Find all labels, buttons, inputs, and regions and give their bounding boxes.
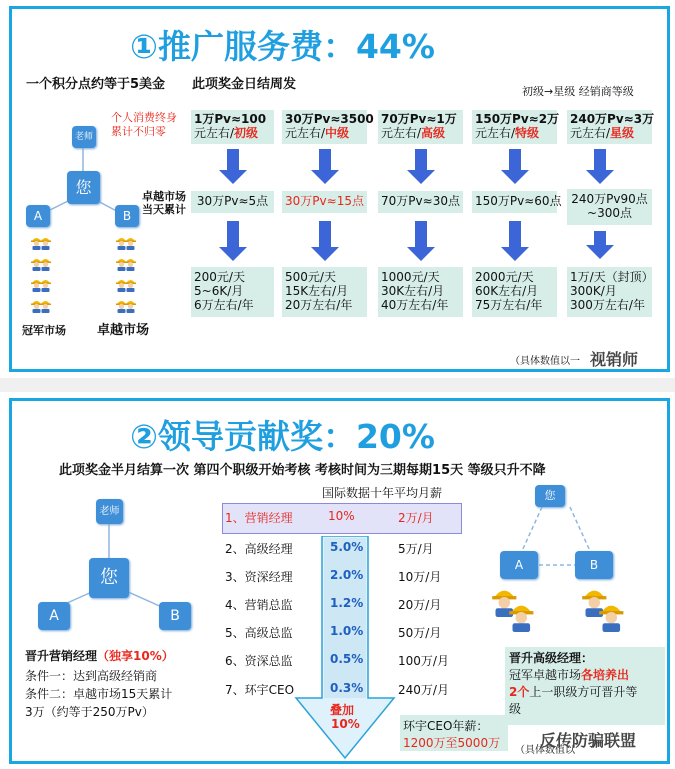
panel2-title: ②领导贡献奖：20% (130, 417, 435, 456)
income-line: 60K左右/月 (475, 284, 539, 298)
monthly-salary: 2万/月 (398, 511, 434, 525)
promo2-line2-a: 2个 (509, 685, 530, 699)
level-threshold: 150万Pv≈2万 (475, 112, 560, 126)
promo2-box (505, 647, 665, 725)
level-name: 初级 (234, 126, 259, 140)
bonus-percent: 0.5% (330, 652, 364, 666)
grade-note: 初级→星级 经销商等级 (522, 85, 634, 98)
promo2-line1-a: 冠军卓越市场 (509, 668, 582, 682)
bonus-percent: 5.0% (330, 540, 364, 554)
promo2-line2-b: 上一职级方可晋升等 (529, 685, 638, 699)
bonus-percent: 0.3% (330, 681, 364, 695)
level-name-line (475, 126, 554, 140)
level-prefix: 元左右/ (570, 126, 611, 140)
level-threshold: 240万Pv≈3万 (570, 112, 655, 126)
panel1-subtitle-right: 此项奖金日结周发 (192, 77, 297, 92)
daily-points: 150万Pv≈60点 (475, 194, 562, 208)
down-arrow-icon (406, 221, 436, 261)
promo1-title-line (25, 647, 174, 664)
tree-node-b: B (115, 205, 139, 227)
panel1-title: ①推广服务费：44% (130, 27, 435, 66)
level-prefix: 元左右/ (381, 126, 422, 140)
panel1-subtitle-left: 一个积分点约等于5美金 (26, 77, 166, 92)
level-box-top (472, 110, 560, 144)
income-line: 75万左右/年 (475, 298, 543, 312)
level-name: 星级 (610, 126, 635, 140)
ceo-note-1: 环宇CEO年薪： (403, 719, 489, 733)
tree-node-a: A (26, 205, 50, 227)
rank-label: 5、高级总监 (225, 626, 293, 640)
watermark-1: 视销师 (590, 350, 639, 369)
daily-points-a: 240万Pv90点 (571, 192, 648, 206)
down-arrow-icon (310, 221, 340, 261)
daily-points-box (191, 191, 274, 213)
promo2-line2 (505, 683, 665, 700)
bonus-percent: 1.2% (330, 596, 364, 610)
tree-node-you: 您 (67, 171, 100, 204)
promo1-highlight: （独享10%） (97, 649, 174, 663)
level-name: 中级 (325, 126, 350, 140)
down-arrow-icon (500, 221, 530, 261)
mini-tree-node-b: B (575, 551, 613, 579)
monthly-salary: 10万/月 (398, 570, 442, 584)
level-name: 高级 (421, 126, 446, 140)
level-prefix: 元左右/ (475, 126, 516, 140)
daily-points: 70万Pv≈30点 (381, 194, 460, 208)
level-prefix: 元左右/ (285, 126, 326, 140)
monthly-salary: 20万/月 (398, 598, 442, 612)
income-line: 500元/天 (285, 270, 336, 284)
monthly-salary: 50万/月 (398, 626, 442, 640)
promo1-title: 晋升营销经理 (25, 649, 98, 663)
level-name-line (194, 126, 271, 140)
arrow-label-1: 叠加 (330, 703, 355, 717)
income-box (378, 267, 463, 317)
worker-icon (39, 256, 52, 271)
income-line: 300万左右/年 (570, 298, 645, 312)
income-line: 30K左右/月 (381, 284, 445, 298)
income-line: 1000元/天 (381, 270, 440, 284)
tree2-node-teacher: 老师 (96, 499, 123, 524)
red-note-2: 累计不归零 (111, 125, 166, 138)
daily-points-box (567, 189, 652, 225)
promo1-condition-2: 条件二：卓越市场15天累计 (25, 687, 173, 701)
right-market-label: 卓越市场 (97, 323, 150, 338)
worker-icon (39, 298, 52, 313)
bonus-percent: 10% (328, 509, 355, 523)
income-line: 300K/月 (570, 284, 617, 298)
income-box (567, 267, 652, 317)
worker-icon (124, 235, 137, 250)
income-line: 2000元/天 (475, 270, 534, 284)
tree2-node-a: A (38, 602, 70, 630)
promo1-condition-3: 3万（约等于250万Pv） (25, 705, 154, 719)
level-box-top (282, 110, 374, 144)
worker-icon (597, 599, 626, 632)
down-arrow-icon (406, 149, 436, 184)
level-box-top (191, 110, 274, 144)
rank-label: 1、营销经理 (225, 511, 293, 525)
income-line: 15K左右/月 (285, 284, 349, 298)
daily-points-box (472, 191, 562, 213)
monthly-salary: 100万/月 (398, 654, 449, 668)
level-threshold: 30万Pv≈3500 (285, 112, 374, 126)
level-box-top (567, 110, 655, 144)
rank-label: 3、资深经理 (225, 570, 293, 584)
down-arrow-icon (585, 149, 615, 184)
panel2-footer-note: （具体数值以 (515, 745, 575, 756)
mini-tree-node-a: A (500, 551, 538, 579)
bonus-percent: 1.0% (330, 624, 364, 638)
ceo-note-2: 1200万至5000万 (403, 736, 501, 750)
panel-separator (0, 378, 675, 392)
worker-icon (39, 235, 52, 250)
income-line: 1万/天（封顶） (570, 270, 654, 284)
worker-icon (507, 599, 536, 632)
down-arrow-icon (500, 149, 530, 184)
ceo-note-box (400, 715, 508, 751)
daily-points: 30万Pv≈15点 (285, 194, 364, 208)
tree-node-teacher: 老师 (72, 126, 96, 148)
promo2-line1-b: 各培养出 (581, 668, 630, 682)
table-header: 国际数据十年平均月薪 (322, 486, 443, 500)
daily-points-box (378, 191, 463, 213)
level-name-line (285, 126, 364, 140)
monthly-salary: 5万/月 (398, 542, 434, 556)
tree2-node-you: 您 (89, 558, 129, 598)
income-line: 20万左右/年 (285, 298, 353, 312)
down-arrow-icon (310, 149, 340, 184)
level-name-line (570, 126, 649, 140)
income-box (282, 267, 367, 317)
level-box-top (378, 110, 463, 144)
red-note-1: 个人消费终身 (111, 111, 177, 124)
mini-tree-node-you: 您 (535, 485, 565, 507)
level-name-line (381, 126, 460, 140)
income-line: 6万左右/年 (194, 298, 254, 312)
rank-label: 6、资深总监 (225, 654, 293, 668)
promo2-title: 晋升高级经理： (509, 651, 594, 665)
daily-points-box (282, 191, 367, 213)
rank-label: 4、营销总监 (225, 598, 293, 612)
panel-promotion-fee (9, 6, 670, 372)
promo2-line3: 级 (509, 702, 522, 716)
panel1-footer-note: （具体数值以一 (510, 356, 580, 367)
worker-icon (39, 277, 52, 292)
income-line: 40万左右/年 (381, 298, 449, 312)
level-threshold: 70万Pv≈1万 (381, 112, 457, 126)
arrow-label-2: 10% (331, 717, 360, 731)
down-arrow-icon (585, 231, 615, 259)
rank-label: 7、环宇CEO (225, 683, 295, 697)
panel-leadership-award (9, 398, 670, 764)
promo1-condition-1: 条件一：达到高级经销商 (25, 669, 158, 683)
income-box (472, 267, 557, 317)
level-name: 特级 (515, 126, 540, 140)
worker-icon (124, 298, 137, 313)
income-box (191, 267, 274, 317)
promo2-line1 (505, 666, 665, 683)
level-threshold: 1万Pv≈100 (194, 112, 267, 126)
down-arrow-icon (218, 149, 248, 184)
left-market-label: 冠军市场 (22, 324, 66, 337)
watermark-2: 反传防骗联盟 (540, 731, 637, 750)
daily-points-b: ~300点 (587, 206, 632, 220)
side-label-1: 卓越市场 (142, 190, 186, 203)
rank-label: 2、高级经理 (225, 542, 293, 556)
bonus-percent: 2.0% (330, 568, 364, 582)
monthly-salary: 240万/月 (398, 683, 449, 697)
worker-icon (124, 277, 137, 292)
worker-icon (124, 256, 137, 271)
level-prefix: 元左右/ (194, 126, 235, 140)
income-line: 5~6K/月 (194, 284, 244, 298)
daily-points: 30万Pv≈5点 (196, 194, 269, 208)
panel2-subtitle: 此项奖金半月结算一次 第四个职级开始考核 考核时间为三期每期15天 等级只升不降 (59, 463, 546, 478)
tree2-node-b: B (159, 602, 191, 630)
side-label-2: 当天累计 (142, 203, 186, 216)
income-line: 200元/天 (194, 270, 245, 284)
down-arrow-icon (218, 221, 248, 261)
